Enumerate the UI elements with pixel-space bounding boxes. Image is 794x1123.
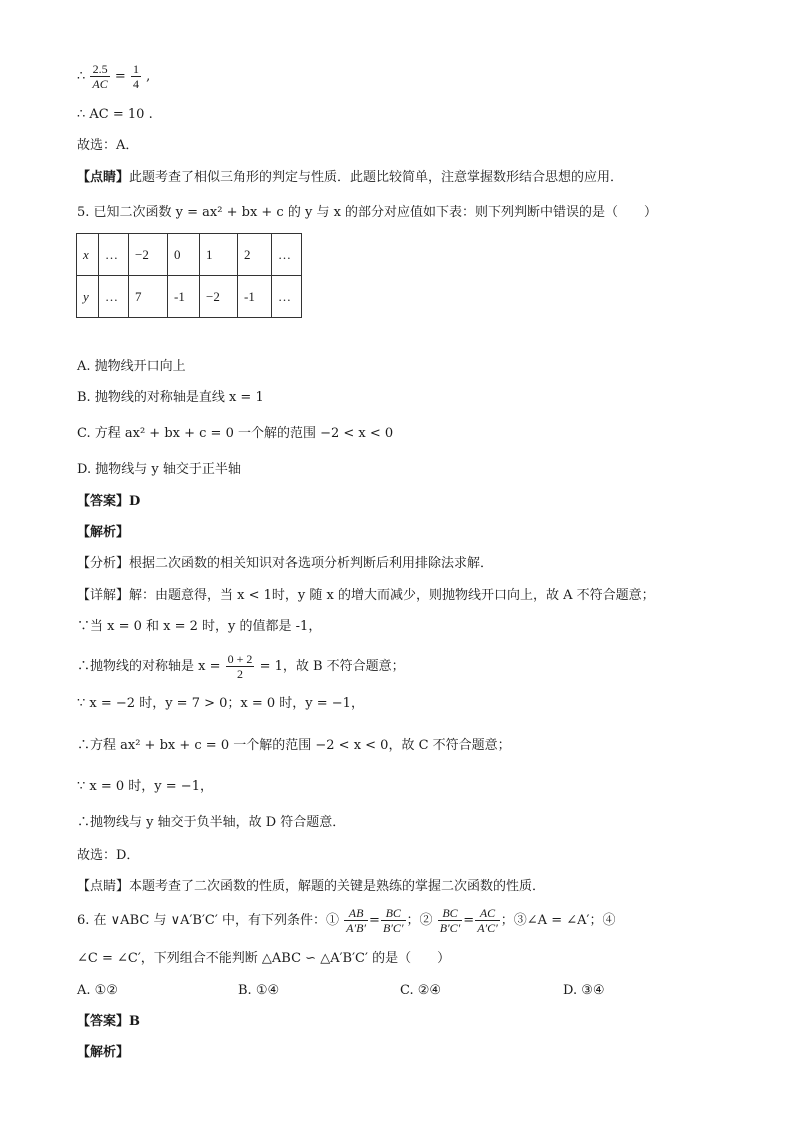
- comment-tag: 【点睛】: [77, 170, 130, 185]
- option-d: D. 抛物线与 y 轴交于正半轴: [77, 462, 241, 477]
- table-row: [77, 276, 302, 318]
- option-b: B. 抛物线的对称轴是直线 x = 1: [77, 390, 264, 405]
- table-cell: 7: [129, 276, 168, 318]
- table-cell: …: [272, 276, 302, 318]
- detail-line-1: 【详解】解：由题意得，当 x < 1时，y 随 x 的增大而减少，则抛物线开口向上，故 A 不符合题意；: [77, 588, 655, 603]
- fraction: $\frac{BC}{B'C'}$: [439, 906, 461, 935]
- table-cell: 0: [168, 234, 200, 276]
- option-c: C. 方程 ax² + bx + c = 0 一个解的范围 −2 < x < 0: [77, 426, 394, 441]
- table-cell: …: [272, 234, 302, 276]
- option-a: A. ①②: [77, 983, 118, 998]
- detail-line-4: ∵ x = −2 时，y = 7 > 0；x = 0 时，y = −1，: [77, 696, 364, 711]
- ratio-line: ∴ $\frac{2.5}{AC}$ = $\frac{1}{4}$ ,: [77, 62, 151, 91]
- option-c: C. ②④: [400, 983, 442, 998]
- answer-label: 【答案】B: [77, 1014, 140, 1029]
- table-cell: y: [77, 276, 99, 318]
- table-cell: x: [77, 234, 99, 276]
- answer-label: 【答案】D: [77, 494, 141, 509]
- table-cell: -1: [168, 276, 200, 318]
- comment-line: 【点睛】本题考查了二次函数的性质，解题的关键是熟练的掌握二次函数的性质．: [77, 879, 546, 894]
- fraction: $\frac{BC}{B'C'}$: [382, 906, 404, 935]
- result-line: ∴ AC = 10 .: [77, 107, 153, 122]
- analysis-heading: 【解析】: [77, 1045, 130, 1060]
- question-6-stem-line-2: ∠C = ∠C′，下列组合不能判断 △ABC ∽ △A′B′C′ 的是（ ）: [77, 951, 451, 966]
- comment-text: 此题考查了相似三角形的判定与性质．此题比较简单，注意掌握数形结合思想的应用．: [129, 170, 624, 185]
- option-b: B. ①④: [238, 983, 280, 998]
- comment-line: [77, 170, 623, 186]
- option-a: A. 抛物线开口向上: [77, 359, 186, 374]
- detail-line-6: ∵ x = 0 时，y = −1，: [77, 779, 213, 794]
- table-cell: -1: [238, 276, 272, 318]
- detail-line-3: ∴抛物线的对称轴是 x = $\frac{0 + 2}{2}$ = 1，故 B 不符合题意；: [77, 652, 405, 681]
- fraction: $\frac{0 + 2}{2}$: [227, 652, 253, 681]
- fraction: $\frac{AC}{A'C'}$: [477, 906, 498, 935]
- question-5-stem: 5. 已知二次函数 y = ax² + bx + c 的 y 与 x 的部分对应值如下表：则下列判断中错误的是（ ）: [77, 205, 658, 220]
- question-6-stem: 6. 在 ∨ABC 与 ∨A′B′C′ 中，有下列条件：① $\frac{AB}{A'B'}$ = $\frac{BC}{B'C'}$ ；② $\frac{BC}{B'C'}$ = $\frac{AC}{A'C'}$ ；③∠A = ∠A′；④: [77, 906, 616, 935]
- table-cell: …: [99, 276, 129, 318]
- table-cell: −2: [129, 234, 168, 276]
- fraction: $\frac{1}{4}$: [132, 62, 139, 91]
- fraction: $\frac{AB}{A'B'}$: [346, 906, 367, 935]
- table-cell: 1: [200, 234, 238, 276]
- analysis-heading: 【解析】: [77, 525, 130, 540]
- therefore-symbol: ∴: [77, 69, 86, 84]
- table-cell: …: [99, 234, 129, 276]
- choose-line: 故选：D．: [77, 848, 140, 863]
- detail-line-2: ∵当 x = 0 和 x = 2 时，y 的值都是 -1，: [77, 619, 322, 634]
- detail-line-7: ∴抛物线与 y 轴交于负半轴，故 D 符合题意．: [77, 815, 346, 830]
- fraction: $\frac{2.5}{AC}$: [92, 62, 108, 91]
- analysis-fenxi: 【分析】根据二次函数的相关知识对各选项分析判断后利用排除法求解．: [77, 556, 494, 571]
- value-table: [76, 233, 302, 318]
- table-row: [77, 234, 302, 276]
- choose-line: 故选：A．: [77, 138, 139, 153]
- detail-line-5: ∴方程 ax² + bx + c = 0 一个解的范围 −2 < x < 0，故 C 不符合题意；: [77, 738, 511, 753]
- option-d: D. ③④: [563, 983, 605, 998]
- table-cell: 2: [238, 234, 272, 276]
- table-cell: −2: [200, 276, 238, 318]
